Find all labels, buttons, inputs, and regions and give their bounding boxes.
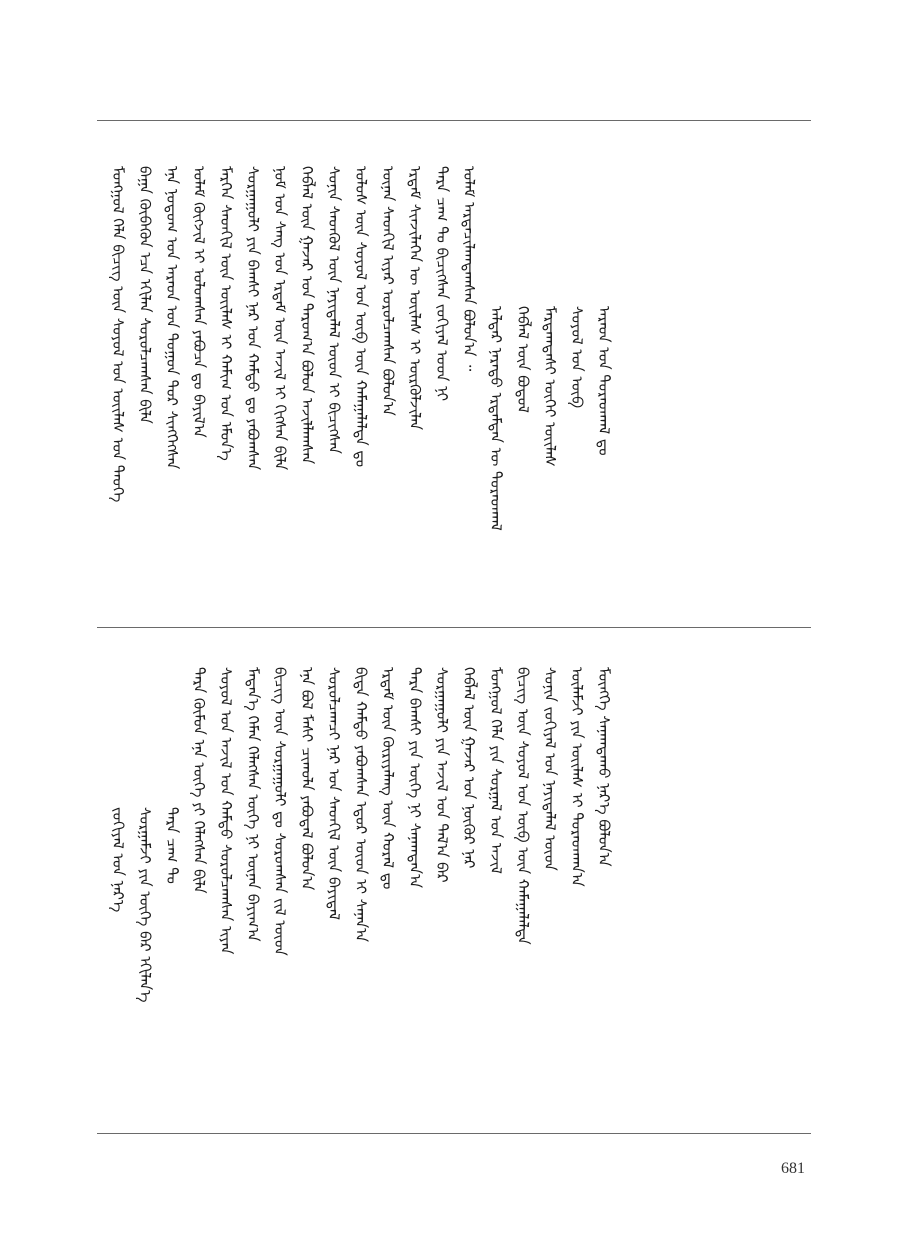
text-column: ᠰᠤᠷᠭᠠᠭᠤᠯᠢ ᠶᠢᠨ ᠠᠵᠢᠯ ᠤᠨ ᠲᠠᠯ᠎ᠠ ᠪᠠᠷ (433, 667, 451, 883)
lower-text-block (104, 667, 804, 1117)
text-column: ᠮᠣᠩᠭᠣᠯ ᠬᠡᠯᠡ ᠶᠢᠨ ᠰᠤᠷᠭᠠᠯ ᠤᠨ ᠠᠵᠢᠯ (487, 667, 505, 874)
text-column: ᠰᠤᠷᠤᠯᠴᠠᠭᠴᠢ ᠨᠠᠷ ᠤᠨ ᠰᠡᠳᠬᠢᠯ ᠦᠨ ᠪᠠᠶᠢᠳᠠᠯ (325, 667, 343, 920)
text-column: ᠬᠡᠪᠯᠡᠯ ᠦᠨ ᠭᠠᠵᠠᠷ ᠤᠨ ᠨᠥᠬᠥᠷ ᠨᠠᠷ (460, 667, 478, 869)
text-column: ᠪᠢᠴᠢᠭ ᠦᠨ ᠰᠣᠶᠣᠯ ᠤᠨ ᠥᠪ ᠦᠨ ᠬᠠᠮᠠᠭᠠᠯᠠᠯᠲᠠ (514, 667, 532, 945)
upper-text-block (104, 166, 804, 616)
text-column: ᠡᠷᠳᠡᠮ ᠰᠢᠨᠵᠢᠯᠡᠭᠡᠨ ᠦ ᠦᠢᠯᠡᠰ ᠢ ᠦᠷᠭᠦᠯᠵᠢᠯᠡᠨ (406, 166, 424, 431)
text-column: ᠮᠥᠩᠬᠡ ᠰᠠᠨᠠᠭᠳᠠᠬᠤ ᠨᠡᠷ᠎ᠡ ᠪᠣᠯᠤᠨ᠎ᠠ (595, 667, 613, 867)
text-column: ᠡᠨᠡ ᠪᠣᠯ ᠮᠠᠰᠢ ᠴᠢᠬᠤᠯᠠ ᠶᠠᠪᠤᠳᠠᠯ ᠪᠣᠯᠤᠨ᠎ᠠ (298, 667, 316, 891)
text-column: ᠡᠷᠳᠡᠮ ᠦᠨ ᠬᠦᠷᠢᠶᠡᠯᠡᠩ ᠦᠨ ᠬᠤᠷᠠᠯ ᠳᠤ (379, 667, 397, 890)
text-column-indented: ᠰᠤᠷᠭᠠᠮᠵᠢ ᠶᠢᠨ ᠦᠭᠡ ᠪᠡᠷ ᠡᠬᠢᠯᠡᠨ᠎ᠡ (136, 807, 154, 1003)
middle-rule (97, 627, 811, 628)
text-column: ᠰᠣᠨᠢᠨ ᠵᠣᠬᠢᠶᠠᠯ ᠤᠨ ᠨᠡᠶᠢᠲᠡᠯᠡᠯ ᠦᠳ (541, 667, 559, 871)
text-column: ᠤᠯᠠᠮ ᠬᠥᠭᠵᠢᠯ ᠢ ᠤᠯᠤᠭᠰᠠᠨ ᠶᠠᠪᠤᠴᠠ ᠳᠤ ᠪᠠᠶᠢᠯ᠎ᠠ (190, 166, 208, 438)
text-column: ᠮᠡᠷᠭᠡᠨ ᠰᠡᠳᠬᠢᠯ ᠦᠨ ᠦᠢᠯᠡᠰ ᠢ ᠬᠠᠮᠢᠭ ᠤᠨ ᠡᠮᠦᠨ᠎ᠡ (217, 166, 235, 461)
text-column: ᠲᠡᠷᠡ ᠴᠠᠭ ᠲᠤ ᠪᠢᠴᠢᠭᠰᠡᠨ ᠵᠣᠬᠢᠶᠠᠯ ᠤᠳ ᠨᠢ (433, 166, 451, 402)
text-column: ᠪᠢᠳᠡ ᠬᠠᠮᠲᠤ ᠶᠠᠪᠤᠭᠰᠠᠨ ᠡᠳᠦᠷ ᠦᠳ ᠢ ᠰᠠᠨᠠᠨ᠎ᠠ (352, 667, 370, 943)
text-column: ᠤᠯᠠᠮ ᠠᠷᠳᠠᠴᠢᠯᠠᠭᠳᠠᠭᠰᠠᠨ ᠪᠣᠯᠤᠨ᠎ᠠ ᠃ (460, 166, 478, 372)
text-column: ᠡᠨᠡ ᠨᠤᠲᠤᠭ ᠤᠨ ᠠᠷᠠᠳ ᠤᠨ ᠳᠤᠭᠤᠨ ᠳᠤᠷ ᠰᠢᠩᠭᠡᠭᠰᠡᠨ (163, 166, 181, 470)
text-column: ᠦᠨᠡᠨ ᠰᠡᠳᠬᠢᠯ ᠢᠶᠡᠷ ᠣᠷᠤᠯᠴᠠᠭᠰᠠᠨ ᠪᠣᠯᠤᠨ᠎ᠠ (379, 166, 397, 416)
page-number: 681 (781, 1160, 805, 1177)
text-column-indented: ᠲᠡᠷᠡ ᠴᠠᠭ ᠲᠤ (163, 807, 181, 884)
text-column-indented: ᠠᠯᠳᠠᠷ ᠨᠡᠷᠡᠲᠦ ᠡᠷᠳᠡᠮᠲᠡᠨ ᠦ ᠳᠤᠷᠠᠳᠬᠠᠯ (487, 306, 505, 531)
text-column: ᠪᠢᠴᠢᠭ ᠦᠨ ᠰᠤᠷᠭᠠᠭᠤᠯᠢ ᠳᠤ ᠰᠤᠷᠤᠭᠰᠠᠨ ᠵᠢᠯ ᠦᠳ (271, 667, 289, 956)
text-column: ᠰᠣᠶᠣᠯ ᠤᠨ ᠠᠵᠢᠯ ᠤᠨ ᠬᠠᠮᠲᠤ ᠰᠤᠷᠤᠯᠴᠠᠭᠰᠠᠨ ᠢᠶᠠᠨ (217, 667, 235, 955)
text-column: ᠬᠡᠪᠯᠡᠯ ᠦᠨ ᠭᠠᠵᠠᠷ ᠤᠨ ᠳᠠᠷᠤᠭ᠎ᠠ ᠪᠣᠯᠤᠨ ᠠᠵᠢᠯᠯᠠᠭᠰᠠᠨ (298, 166, 316, 465)
text-column: ᠪᠠᠭᠠ ᠬᠥᠪᠡᠭᠦᠨ ᠡᠴᠡ ᠡᠬᠢᠯᠡᠨ ᠰᠤᠷᠤᠯᠴᠠᠭᠰᠠᠨ ᠪᠢᠯᠡ (136, 166, 154, 424)
text-column: ᠮᠡᠳᠡᠨ᠎ᠡ ᠬᠡᠮᠡᠨ ᠬᠡᠯᠡᠭᠰᠡᠨ ᠦᠭᠡ ᠨᠢ ᠦᠨᠡᠨ ᠪᠠᠶᠢᠭ᠎ᠠ (244, 667, 262, 942)
text-column: ᠲᠡᠷᠡ ᠪᠠᠭᠰᠢ ᠶᠢᠨ ᠦᠭᠡ ᠨᠢ ᠰᠠᠨᠠᠭᠳᠠᠨ᠎ᠠ (406, 667, 424, 889)
text-column: ᠲᠡᠷᠡ ᠬᠦᠮᠦᠨ ᠡᠨᠡ ᠦᠭᠡ ᠶᠢ ᠬᠡᠯᠡᠭᠰᠡᠨ ᠪᠢᠯᠡ (190, 667, 208, 894)
text-column: ᠦᠯᠡᠮᠵᠢ ᠶᠢᠨ ᠦᠢᠯᠡᠰ ᠢ ᠳᠤᠷᠠᠳᠬᠠᠨ᠎ᠠ (568, 667, 586, 887)
bottom-rule (97, 1133, 811, 1134)
text-column: ᠮᠣᠩᠭᠣᠯ ᠬᠡᠯᠡ ᠪᠢᠴᠢᠭ᠌ ᠦᠨ ᠰᠣᠶᠣᠯ ᠤᠨ ᠦᠢᠯᠡᠰ ᠤᠨ ᠲᠡᠦᠬᠡ (109, 166, 127, 503)
text-column-indented: ᠵᠣᠬᠢᠶᠠᠯ ᠤᠨ ᠨᠡᠷ᠎ᠡ (109, 807, 127, 913)
text-column-indented: ᠠᠷᠠᠳ ᠤᠨ ᠳᠤᠷᠠᠳᠬᠠᠯ ᠳᠤ (595, 306, 613, 456)
text-column-indented: ᠬᠡᠪᠯᠡᠯ ᠦᠨ ᠪᠣᠳᠤᠯ (514, 306, 532, 413)
text-column: ᠰᠤᠷᠭᠠᠭᠤᠯᠢ ᠶᠢᠨ ᠪᠠᠭᠰᠢ ᠨᠠᠷ ᠤᠨ ᠬᠠᠮᠲᠤ ᠳᠤ ᠶᠠᠪᠤᠭᠰᠠᠨ (244, 166, 262, 471)
text-column: ᠨᠣᠮ ᠤᠨ ᠰᠠᠩ ᠤᠨ ᠡᠷᠳᠡᠮ ᠦᠨ ᠠᠵᠢᠯ ᠢ ᠬᠢᠭᠰᠡᠨ ᠪᠢᠯᠡ (271, 166, 289, 471)
top-rule (97, 120, 811, 121)
text-column: ᠤᠯᠤᠰ ᠦᠨ ᠰᠣᠶᠣᠯ ᠤᠨ ᠥᠪ ᠦᠨ ᠬᠠᠮᠠᠭᠠᠯᠠᠯᠲᠠ ᠳᠤ (352, 166, 370, 468)
text-column-indented: ᠰᠣᠶᠣᠯ ᠤᠨ ᠥᠪ (568, 306, 586, 409)
text-column: ᠰᠣᠨᠢᠨ ᠰᠡᠳᠬᠦᠯ ᠦᠨ ᠨᠡᠶᠢᠲᠡᠯᠡᠯ ᠦᠳ ᠢ ᠪᠢᠴᠢᠭᠰᠡᠨ (325, 166, 343, 454)
text-column-indented: ᠮᠠᠷᠲᠠᠭᠳᠠᠰᠢ ᠦᠭᠡᠢ ᠦᠢᠯᠡᠰ (541, 306, 559, 467)
